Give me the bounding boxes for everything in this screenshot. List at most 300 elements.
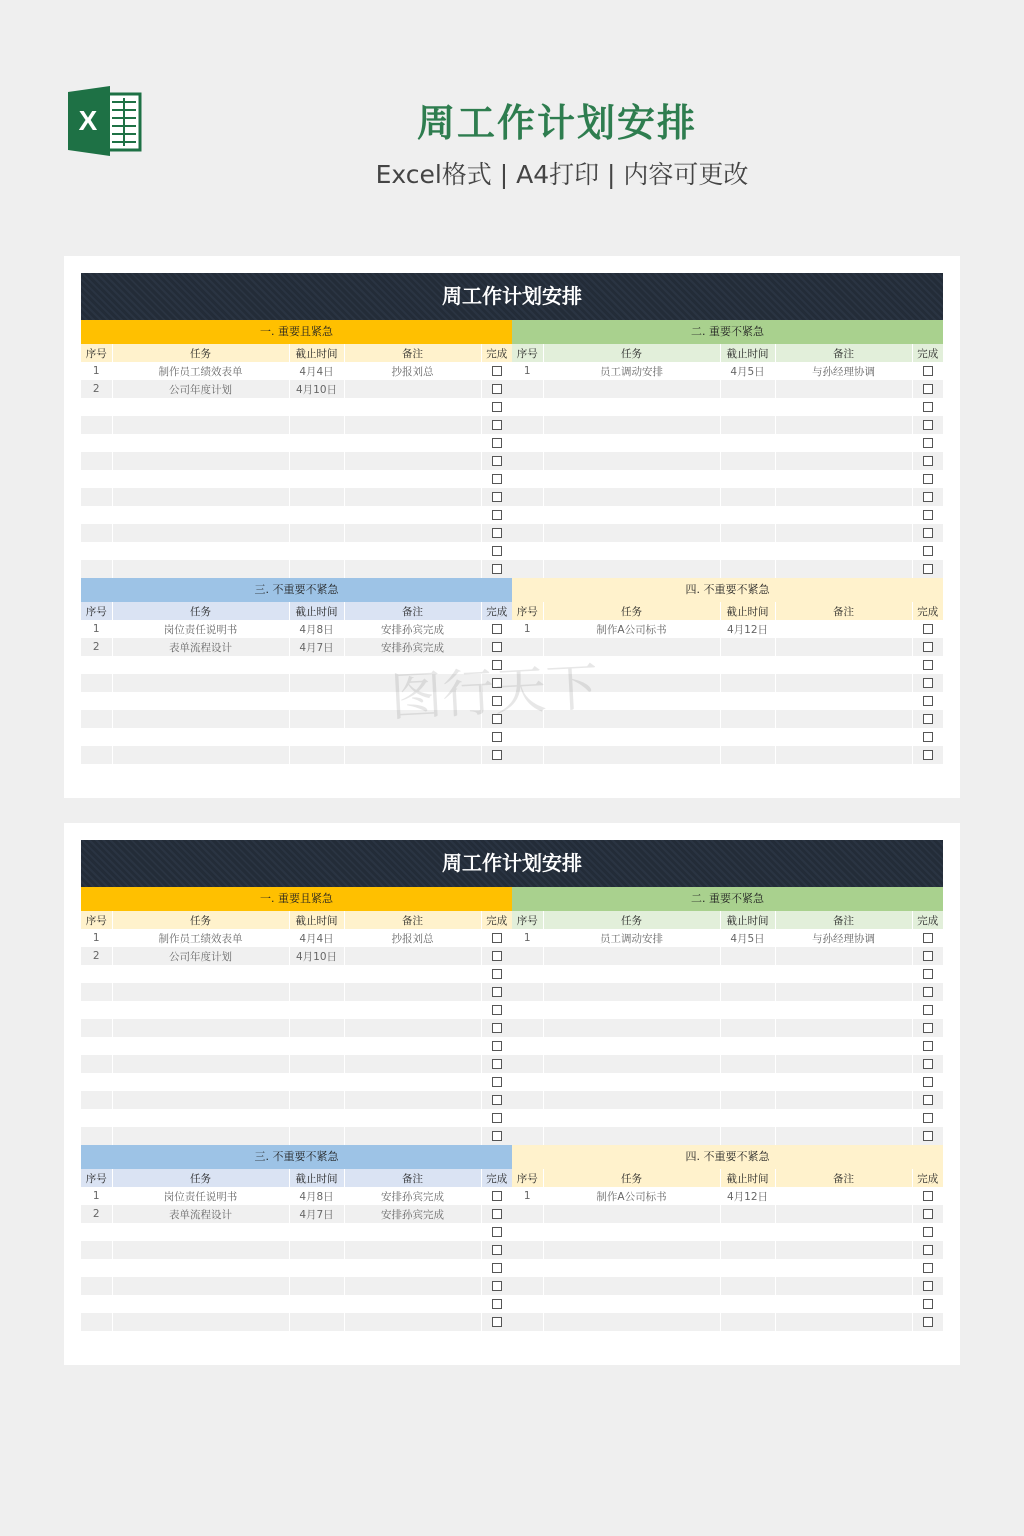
col-note[interactable]	[775, 1187, 912, 1205]
col-deadline[interactable]	[289, 560, 344, 578]
col-deadline[interactable]: 4月7日	[289, 638, 344, 656]
col-task[interactable]: 制作A公司标书	[543, 1187, 720, 1205]
col-seq[interactable]	[512, 1055, 543, 1073]
col-seq[interactable]	[81, 1109, 112, 1127]
col-note[interactable]	[344, 1091, 481, 1109]
col-seq[interactable]	[81, 1127, 112, 1145]
col-deadline[interactable]	[289, 746, 344, 764]
col-task[interactable]	[112, 728, 289, 746]
col-deadline[interactable]	[289, 488, 344, 506]
col-note[interactable]	[775, 434, 912, 452]
col-note[interactable]	[775, 470, 912, 488]
done-checkbox[interactable]	[492, 402, 502, 412]
col-seq[interactable]	[81, 398, 112, 416]
done-checkbox[interactable]	[492, 696, 502, 706]
col-task[interactable]	[543, 1037, 720, 1055]
done-checkbox[interactable]	[492, 987, 502, 997]
done-checkbox[interactable]	[492, 528, 502, 538]
done-checkbox[interactable]	[923, 528, 933, 538]
done-checkbox[interactable]	[492, 1131, 502, 1141]
col-seq[interactable]	[512, 746, 543, 764]
col-deadline[interactable]	[720, 674, 775, 692]
col-task[interactable]	[112, 524, 289, 542]
col-seq[interactable]	[512, 983, 543, 1001]
col-deadline[interactable]: 4月10日	[289, 380, 344, 398]
col-seq[interactable]	[81, 452, 112, 470]
col-seq[interactable]	[512, 947, 543, 965]
col-note[interactable]: 安排孙宾完成	[344, 620, 481, 638]
col-note[interactable]	[775, 542, 912, 560]
col-seq[interactable]: 1	[81, 362, 112, 380]
done-checkbox[interactable]	[923, 696, 933, 706]
col-deadline[interactable]: 4月7日	[289, 1205, 344, 1223]
col-seq[interactable]	[81, 710, 112, 728]
col-seq[interactable]	[512, 728, 543, 746]
col-note[interactable]	[344, 398, 481, 416]
col-seq[interactable]	[81, 488, 112, 506]
col-deadline[interactable]	[720, 1205, 775, 1223]
col-seq[interactable]	[512, 1001, 543, 1019]
col-task[interactable]	[543, 965, 720, 983]
col-seq[interactable]	[512, 542, 543, 560]
col-note[interactable]: 抄报刘总	[344, 362, 481, 380]
col-task[interactable]	[543, 380, 720, 398]
col-task[interactable]	[112, 1019, 289, 1037]
col-deadline[interactable]: 4月10日	[289, 947, 344, 965]
col-seq[interactable]: 1	[512, 620, 543, 638]
done-checkbox[interactable]	[923, 732, 933, 742]
done-checkbox[interactable]	[492, 642, 502, 652]
done-checkbox[interactable]	[492, 1209, 502, 1219]
done-checkbox[interactable]	[923, 642, 933, 652]
col-deadline[interactable]: 4月4日	[289, 929, 344, 947]
col-deadline[interactable]	[289, 710, 344, 728]
col-seq[interactable]	[81, 746, 112, 764]
col-deadline[interactable]	[720, 416, 775, 434]
done-checkbox[interactable]	[923, 1299, 933, 1309]
done-checkbox[interactable]	[923, 492, 933, 502]
done-checkbox[interactable]	[492, 951, 502, 961]
col-deadline[interactable]	[720, 1001, 775, 1019]
col-seq[interactable]	[81, 470, 112, 488]
col-note[interactable]	[775, 1223, 912, 1241]
col-task[interactable]	[112, 1109, 289, 1127]
col-seq[interactable]	[512, 638, 543, 656]
col-note[interactable]	[344, 1295, 481, 1313]
col-note[interactable]	[344, 506, 481, 524]
done-checkbox[interactable]	[492, 384, 502, 394]
col-task[interactable]	[543, 674, 720, 692]
col-deadline[interactable]	[720, 1295, 775, 1313]
col-note[interactable]	[344, 1037, 481, 1055]
col-note[interactable]	[775, 983, 912, 1001]
col-note[interactable]	[775, 638, 912, 656]
col-deadline[interactable]	[289, 1001, 344, 1019]
col-task[interactable]	[543, 692, 720, 710]
col-task[interactable]	[112, 710, 289, 728]
done-checkbox[interactable]	[923, 420, 933, 430]
col-note[interactable]	[344, 380, 481, 398]
col-deadline[interactable]	[289, 1277, 344, 1295]
col-seq[interactable]	[512, 1277, 543, 1295]
col-seq[interactable]	[512, 488, 543, 506]
col-task[interactable]	[543, 1277, 720, 1295]
col-deadline[interactable]	[720, 965, 775, 983]
col-note[interactable]	[775, 488, 912, 506]
col-seq[interactable]: 2	[81, 380, 112, 398]
col-deadline[interactable]	[289, 470, 344, 488]
col-deadline[interactable]	[289, 983, 344, 1001]
col-seq[interactable]	[81, 1073, 112, 1091]
done-checkbox[interactable]	[492, 1191, 502, 1201]
col-seq[interactable]	[81, 1277, 112, 1295]
col-deadline[interactable]	[289, 434, 344, 452]
col-task[interactable]	[112, 1037, 289, 1055]
col-seq[interactable]	[512, 1109, 543, 1127]
col-seq[interactable]	[81, 560, 112, 578]
col-note[interactable]: 安排孙宾完成	[344, 1205, 481, 1223]
done-checkbox[interactable]	[923, 1113, 933, 1123]
col-deadline[interactable]	[289, 524, 344, 542]
col-note[interactable]	[775, 728, 912, 746]
col-seq[interactable]	[81, 506, 112, 524]
col-deadline[interactable]	[720, 1277, 775, 1295]
col-note[interactable]	[775, 1055, 912, 1073]
col-deadline[interactable]	[289, 728, 344, 746]
col-note[interactable]	[775, 947, 912, 965]
col-note[interactable]	[344, 656, 481, 674]
done-checkbox[interactable]	[492, 456, 502, 466]
col-note[interactable]	[344, 1073, 481, 1091]
col-note[interactable]	[344, 524, 481, 542]
col-deadline[interactable]	[289, 965, 344, 983]
done-checkbox[interactable]	[923, 1227, 933, 1237]
done-checkbox[interactable]	[923, 384, 933, 394]
col-note[interactable]	[775, 710, 912, 728]
col-note[interactable]	[775, 1019, 912, 1037]
col-task[interactable]	[112, 656, 289, 674]
col-deadline[interactable]: 4月12日	[720, 1187, 775, 1205]
col-seq[interactable]	[512, 1205, 543, 1223]
done-checkbox[interactable]	[923, 1281, 933, 1291]
col-task[interactable]	[112, 1241, 289, 1259]
col-seq[interactable]	[512, 1313, 543, 1331]
col-deadline[interactable]: 4月8日	[289, 1187, 344, 1205]
col-note[interactable]	[775, 380, 912, 398]
col-note[interactable]	[775, 1037, 912, 1055]
col-task[interactable]: 公司年度计划	[112, 947, 289, 965]
col-note[interactable]: 与孙经理协调	[775, 362, 912, 380]
col-seq[interactable]	[81, 542, 112, 560]
done-checkbox[interactable]	[492, 1263, 502, 1273]
col-seq[interactable]	[512, 1241, 543, 1259]
done-checkbox[interactable]	[923, 1059, 933, 1069]
col-task[interactable]	[112, 452, 289, 470]
col-note[interactable]: 安排孙宾完成	[344, 1187, 481, 1205]
col-note[interactable]	[344, 947, 481, 965]
col-note[interactable]	[775, 656, 912, 674]
col-task[interactable]	[112, 1001, 289, 1019]
col-note[interactable]	[344, 692, 481, 710]
col-task[interactable]	[112, 542, 289, 560]
col-note[interactable]	[775, 965, 912, 983]
col-note[interactable]	[344, 434, 481, 452]
col-deadline[interactable]: 4月12日	[720, 620, 775, 638]
col-seq[interactable]	[512, 656, 543, 674]
done-checkbox[interactable]	[923, 660, 933, 670]
col-task[interactable]: 制作员工绩效表单	[112, 929, 289, 947]
col-task[interactable]	[543, 542, 720, 560]
col-seq[interactable]	[512, 1037, 543, 1055]
col-note[interactable]	[775, 1127, 912, 1145]
col-seq[interactable]	[81, 983, 112, 1001]
col-task[interactable]	[112, 1091, 289, 1109]
col-task[interactable]	[112, 398, 289, 416]
col-deadline[interactable]	[720, 1055, 775, 1073]
col-note[interactable]	[775, 1091, 912, 1109]
done-checkbox[interactable]	[923, 438, 933, 448]
col-task[interactable]	[543, 746, 720, 764]
col-task[interactable]	[543, 1001, 720, 1019]
col-task[interactable]	[543, 470, 720, 488]
col-deadline[interactable]	[289, 1037, 344, 1055]
col-seq[interactable]	[81, 656, 112, 674]
col-seq[interactable]	[81, 1223, 112, 1241]
col-seq[interactable]	[81, 1055, 112, 1073]
col-seq[interactable]	[512, 416, 543, 434]
col-note[interactable]	[775, 1205, 912, 1223]
col-seq[interactable]	[81, 434, 112, 452]
col-deadline[interactable]	[289, 1127, 344, 1145]
col-deadline[interactable]	[289, 656, 344, 674]
col-note[interactable]	[775, 1073, 912, 1091]
done-checkbox[interactable]	[923, 474, 933, 484]
done-checkbox[interactable]	[923, 366, 933, 376]
col-deadline[interactable]	[720, 380, 775, 398]
col-seq[interactable]	[512, 380, 543, 398]
col-seq[interactable]	[81, 1091, 112, 1109]
col-task[interactable]	[112, 1073, 289, 1091]
done-checkbox[interactable]	[492, 750, 502, 760]
done-checkbox[interactable]	[923, 714, 933, 724]
col-note[interactable]	[344, 710, 481, 728]
col-deadline[interactable]	[289, 1295, 344, 1313]
done-checkbox[interactable]	[492, 510, 502, 520]
done-checkbox[interactable]	[923, 750, 933, 760]
col-seq[interactable]	[512, 710, 543, 728]
col-task[interactable]	[112, 1295, 289, 1313]
col-task[interactable]	[543, 710, 720, 728]
col-task[interactable]	[543, 947, 720, 965]
col-task[interactable]	[112, 488, 289, 506]
col-task[interactable]: 表单流程设计	[112, 1205, 289, 1223]
col-task[interactable]	[112, 434, 289, 452]
col-note[interactable]	[344, 416, 481, 434]
col-note[interactable]	[344, 1223, 481, 1241]
col-note[interactable]	[344, 1055, 481, 1073]
col-task[interactable]	[543, 506, 720, 524]
col-deadline[interactable]	[720, 470, 775, 488]
col-seq[interactable]	[81, 1019, 112, 1037]
col-seq[interactable]: 1	[512, 1187, 543, 1205]
col-deadline[interactable]	[720, 1313, 775, 1331]
col-note[interactable]: 与孙经理协调	[775, 929, 912, 947]
col-deadline[interactable]	[720, 1073, 775, 1091]
col-deadline[interactable]	[720, 452, 775, 470]
col-note[interactable]: 安排孙宾完成	[344, 638, 481, 656]
col-task[interactable]	[543, 638, 720, 656]
done-checkbox[interactable]	[492, 1245, 502, 1255]
done-checkbox[interactable]	[923, 1023, 933, 1033]
done-checkbox[interactable]	[492, 624, 502, 634]
col-seq[interactable]	[81, 1259, 112, 1277]
col-task[interactable]	[543, 398, 720, 416]
col-note[interactable]	[775, 1241, 912, 1259]
col-task[interactable]	[543, 1073, 720, 1091]
col-note[interactable]	[775, 398, 912, 416]
done-checkbox[interactable]	[923, 1131, 933, 1141]
col-deadline[interactable]	[289, 1091, 344, 1109]
col-note[interactable]	[775, 1277, 912, 1295]
done-checkbox[interactable]	[492, 714, 502, 724]
col-task[interactable]	[112, 1223, 289, 1241]
done-checkbox[interactable]	[492, 1317, 502, 1327]
col-note[interactable]	[775, 524, 912, 542]
done-checkbox[interactable]	[492, 1113, 502, 1123]
col-note[interactable]	[344, 1259, 481, 1277]
col-deadline[interactable]	[289, 1313, 344, 1331]
col-note[interactable]	[344, 1127, 481, 1145]
col-task[interactable]	[112, 674, 289, 692]
col-seq[interactable]	[81, 1037, 112, 1055]
col-task[interactable]: 表单流程设计	[112, 638, 289, 656]
col-seq[interactable]: 1	[81, 1187, 112, 1205]
col-seq[interactable]: 1	[81, 929, 112, 947]
done-checkbox[interactable]	[492, 1023, 502, 1033]
col-task[interactable]	[112, 965, 289, 983]
col-deadline[interactable]	[720, 506, 775, 524]
col-seq[interactable]	[81, 965, 112, 983]
col-note[interactable]	[775, 416, 912, 434]
col-seq[interactable]: 2	[81, 1205, 112, 1223]
col-seq[interactable]	[512, 1259, 543, 1277]
col-note[interactable]	[344, 1109, 481, 1127]
col-task[interactable]	[543, 1109, 720, 1127]
col-note[interactable]	[775, 620, 912, 638]
col-deadline[interactable]	[720, 560, 775, 578]
col-note[interactable]	[344, 1019, 481, 1037]
col-task[interactable]: 制作员工绩效表单	[112, 362, 289, 380]
done-checkbox[interactable]	[492, 474, 502, 484]
col-deadline[interactable]	[720, 947, 775, 965]
done-checkbox[interactable]	[923, 624, 933, 634]
col-seq[interactable]	[512, 398, 543, 416]
col-seq[interactable]	[512, 1127, 543, 1145]
done-checkbox[interactable]	[492, 546, 502, 556]
col-seq[interactable]	[81, 1241, 112, 1259]
col-seq[interactable]	[81, 524, 112, 542]
col-note[interactable]	[344, 542, 481, 560]
col-deadline[interactable]	[720, 488, 775, 506]
done-checkbox[interactable]	[492, 1095, 502, 1105]
done-checkbox[interactable]	[923, 546, 933, 556]
col-deadline[interactable]	[720, 398, 775, 416]
col-deadline[interactable]	[720, 728, 775, 746]
done-checkbox[interactable]	[923, 933, 933, 943]
col-note[interactable]	[344, 746, 481, 764]
done-checkbox[interactable]	[492, 969, 502, 979]
col-note[interactable]	[344, 470, 481, 488]
done-checkbox[interactable]	[492, 933, 502, 943]
done-checkbox[interactable]	[492, 678, 502, 688]
col-note[interactable]	[775, 1295, 912, 1313]
col-note[interactable]	[775, 560, 912, 578]
col-deadline[interactable]	[289, 1073, 344, 1091]
col-deadline[interactable]: 4月5日	[720, 929, 775, 947]
done-checkbox[interactable]	[923, 1191, 933, 1201]
col-task[interactable]	[543, 488, 720, 506]
done-checkbox[interactable]	[923, 1005, 933, 1015]
col-seq[interactable]	[512, 1295, 543, 1313]
col-deadline[interactable]: 4月5日	[720, 362, 775, 380]
col-task[interactable]	[543, 1127, 720, 1145]
col-seq[interactable]: 1	[512, 929, 543, 947]
done-checkbox[interactable]	[923, 1317, 933, 1327]
col-task[interactable]	[543, 416, 720, 434]
done-checkbox[interactable]	[923, 1209, 933, 1219]
done-checkbox[interactable]	[492, 1281, 502, 1291]
col-deadline[interactable]	[720, 710, 775, 728]
col-deadline[interactable]	[720, 1259, 775, 1277]
col-note[interactable]	[775, 1313, 912, 1331]
col-task[interactable]	[112, 983, 289, 1001]
done-checkbox[interactable]	[492, 564, 502, 574]
col-task[interactable]: 员工调动安排	[543, 362, 720, 380]
col-seq[interactable]	[512, 470, 543, 488]
col-seq[interactable]	[512, 452, 543, 470]
col-deadline[interactable]	[720, 434, 775, 452]
col-task[interactable]	[543, 524, 720, 542]
done-checkbox[interactable]	[492, 1059, 502, 1069]
col-deadline[interactable]	[289, 1055, 344, 1073]
col-seq[interactable]	[512, 1091, 543, 1109]
col-task[interactable]	[543, 560, 720, 578]
col-deadline[interactable]: 4月4日	[289, 362, 344, 380]
done-checkbox[interactable]	[923, 564, 933, 574]
col-seq[interactable]	[81, 674, 112, 692]
col-task[interactable]	[543, 1019, 720, 1037]
col-deadline[interactable]	[720, 1127, 775, 1145]
done-checkbox[interactable]	[492, 660, 502, 670]
done-checkbox[interactable]	[923, 1245, 933, 1255]
col-deadline[interactable]	[289, 416, 344, 434]
col-task[interactable]	[112, 1259, 289, 1277]
col-task[interactable]: 公司年度计划	[112, 380, 289, 398]
col-task[interactable]	[112, 560, 289, 578]
col-task[interactable]: 岗位责任说明书	[112, 1187, 289, 1205]
col-note[interactable]	[344, 1277, 481, 1295]
col-task[interactable]	[112, 1277, 289, 1295]
done-checkbox[interactable]	[492, 492, 502, 502]
done-checkbox[interactable]	[492, 1077, 502, 1087]
done-checkbox[interactable]	[492, 1041, 502, 1051]
col-deadline[interactable]: 4月8日	[289, 620, 344, 638]
done-checkbox[interactable]	[923, 678, 933, 688]
col-task[interactable]	[543, 1055, 720, 1073]
col-seq[interactable]	[512, 434, 543, 452]
col-seq[interactable]: 2	[81, 947, 112, 965]
col-seq[interactable]: 1	[81, 620, 112, 638]
